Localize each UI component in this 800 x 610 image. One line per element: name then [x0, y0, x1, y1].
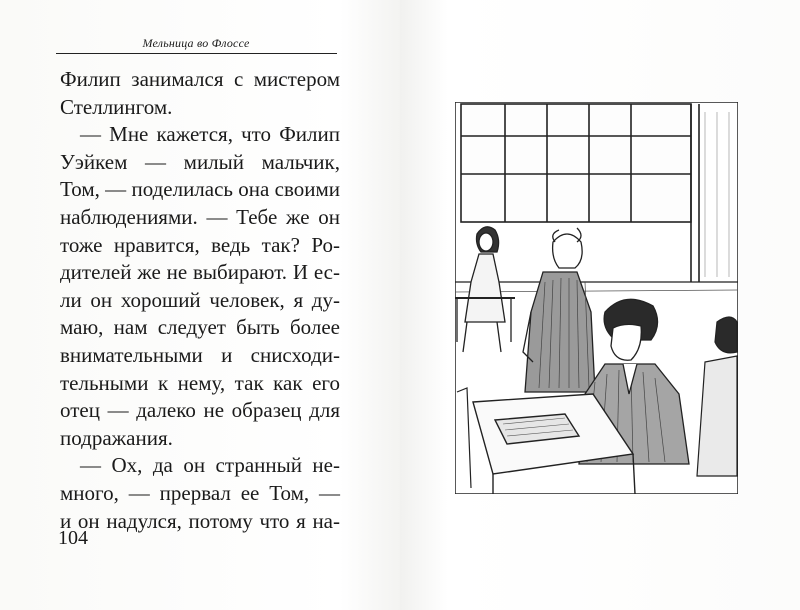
text-line: тельными к нему, так как его	[60, 370, 340, 395]
text-line: отец — далеко не образец для	[60, 398, 340, 423]
text-line: маю, нам следует быть более	[60, 315, 340, 340]
text-line: дителей же не выбирают. И ес-	[60, 260, 340, 285]
text-line: наблюдениями. — Тебе же он	[60, 204, 340, 229]
text-line: Уэйкем — милый мальчик,	[60, 149, 340, 174]
text-line: тоже нравится, ведь так? Ро-	[60, 232, 340, 257]
running-head-rule	[56, 53, 337, 54]
text-line: внимательными и снисходи-	[60, 342, 340, 367]
running-head: Мельница во Флоссе	[142, 36, 250, 50]
text-line: Том, — поделилась она своими	[60, 177, 340, 202]
text-line: — Мне кажется, что Филип	[80, 122, 340, 147]
classroom-illustration	[455, 102, 738, 494]
text-line: и он надулся, потому что я на-	[60, 508, 340, 533]
text-line: подражания.	[60, 425, 173, 450]
body-text	[60, 66, 340, 535]
text-line: ли он хороший человек, я ду-	[60, 287, 340, 312]
illustration-drawing	[455, 102, 738, 494]
page-number: 104	[58, 527, 88, 549]
text-line: много, — прервал ее Том, —	[60, 480, 340, 505]
text-line: — Ох, да он странный не-	[80, 453, 340, 478]
text-line: Стеллингом.	[60, 94, 173, 119]
text-line: Филип занимался с мистером	[60, 67, 340, 91]
